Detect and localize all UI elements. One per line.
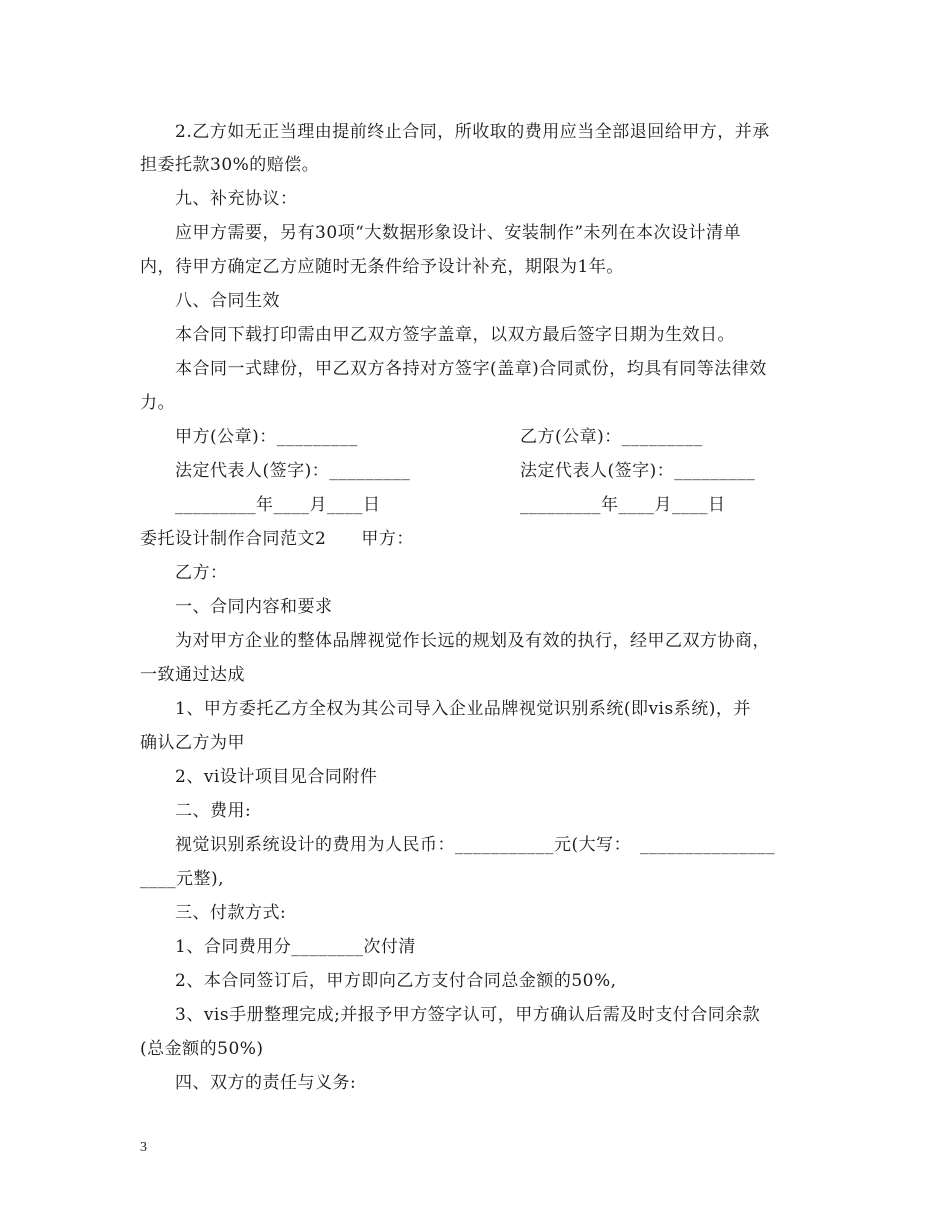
- party-a-date-field: _________年____月____日: [175, 495, 381, 515]
- section-heading-content: 一、合同内容和要求: [175, 597, 333, 617]
- party-b-date-field: _________年____月____日: [520, 495, 726, 515]
- payment-item-1: 1、合同费用分________次付清: [175, 937, 416, 957]
- content-item-1-line-1: 1、甲方委托乙方全权为其公司导入企业品牌视觉识别系统(即vis系统)，并: [175, 699, 751, 719]
- clause-8-item-2-line-1: 2.乙方如无正当理由提前终止合同，所收取的费用应当全部退回给甲方，并承: [175, 122, 770, 142]
- content-item-2: 2、vi设计项目见合同附件: [175, 767, 378, 787]
- fees-paragraph-line-1: 视觉识别系统设计的费用为人民币：___________元(大写： _______________: [175, 835, 776, 855]
- effective-paragraph-1: 本合同下载打印需由甲乙双方签字盖章，以双方最后签字日期为生效日。: [175, 325, 735, 345]
- section-heading-duties: 四、双方的责任与义务:: [175, 1073, 357, 1093]
- effective-paragraph-2-line-2: 力。: [140, 393, 175, 413]
- supplement-paragraph-line-2: 内，待甲方确定乙方应随时无条件给予设计补充，期限为1年。: [140, 257, 624, 277]
- party-b-label: 乙方：: [175, 563, 228, 583]
- payment-item-2: 2、本合同签订后，甲方即向乙方支付合同总金额的50%,: [175, 971, 617, 991]
- effective-paragraph-2-line-1: 本合同一式肆份，甲乙双方各持对方签字(盖章)合同贰份，均具有同等法律效: [175, 359, 767, 379]
- content-paragraph-line-1: 为对甲方企业的整体品牌视觉作长远的规划及有效的执行，经甲乙双方协商，: [175, 631, 770, 651]
- party-b-seal-field: 乙方(公章)：_________: [520, 427, 703, 447]
- party-a-representative-field: 法定代表人(签字)：_________: [175, 461, 411, 481]
- content-paragraph-line-2: 一致通过达成: [140, 665, 245, 685]
- party-b-representative-field: 法定代表人(签字)：_________: [520, 461, 756, 481]
- section-heading-supplement: 九、补充协议：: [175, 189, 298, 209]
- content-item-1-line-2: 确认乙方为甲: [140, 733, 245, 753]
- page-number: 3: [140, 1140, 147, 1155]
- section-heading-fees: 二、费用:: [175, 801, 252, 821]
- sample-2-title: 委托设计制作合同范文2 甲方：: [140, 529, 414, 549]
- fees-paragraph-line-2: ____元整),: [140, 869, 225, 889]
- section-heading-payment: 三、付款方式:: [175, 903, 287, 923]
- section-heading-effective: 八、合同生效: [175, 291, 280, 311]
- party-a-seal-field: 甲方(公章)：_________: [175, 427, 358, 447]
- payment-item-3-line-1: 3、vis手册整理完成;并报予甲方签字认可，甲方确认后需及时支付合同余款: [175, 1005, 761, 1025]
- payment-item-3-line-2: (总金额的50%): [140, 1039, 264, 1059]
- clause-8-item-2-line-2: 担委托款30%的赔偿。: [140, 155, 320, 175]
- supplement-paragraph-line-1: 应甲方需要，另有30项“大数据形象设计、安装制作”未列在本次设计清单: [175, 223, 742, 243]
